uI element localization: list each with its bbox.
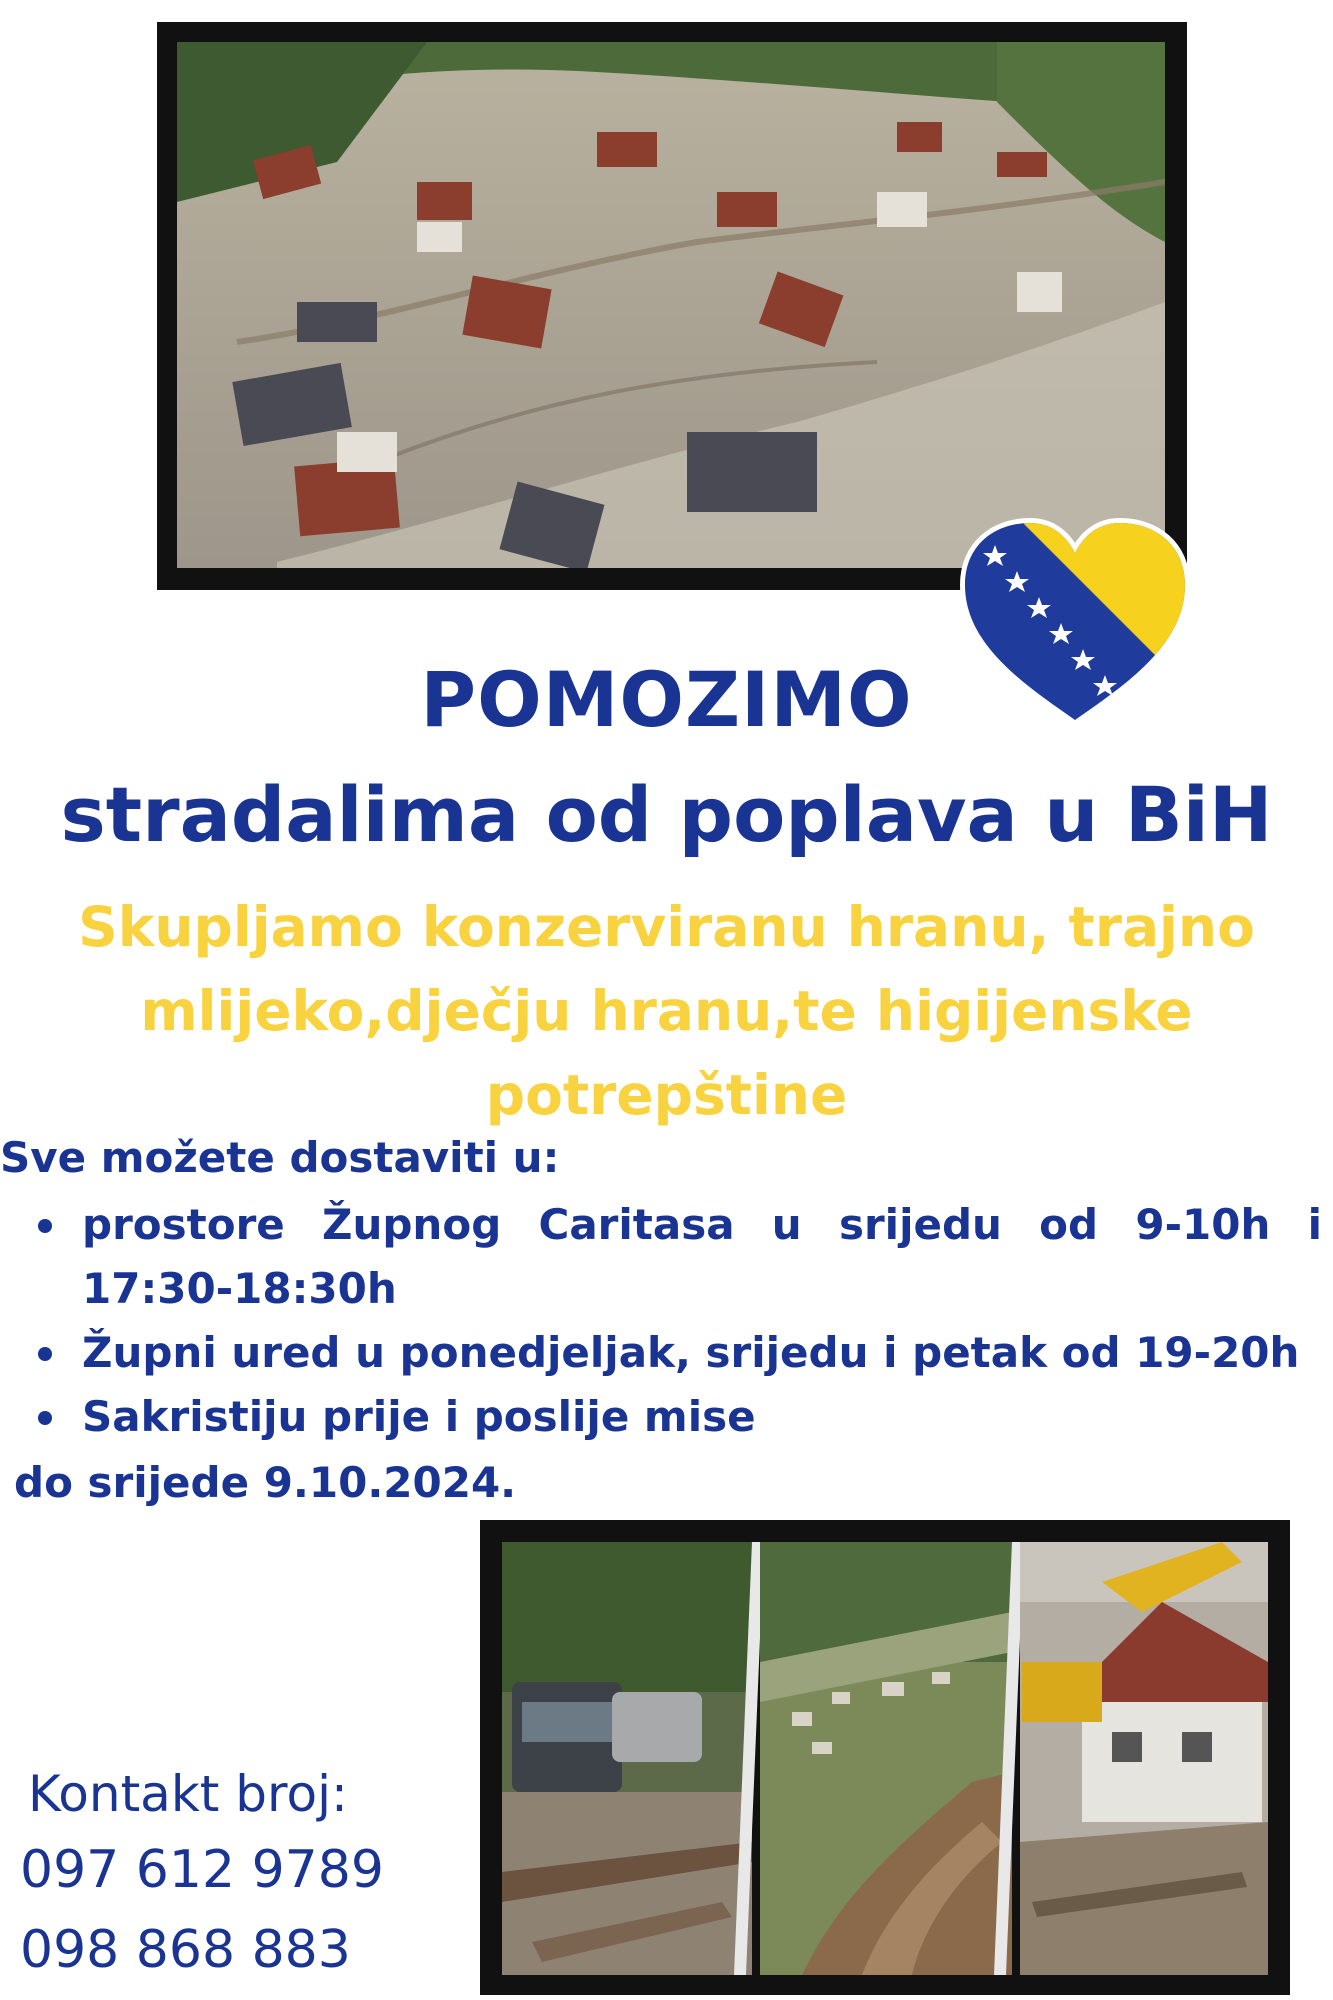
location-text: Župni ured u ponedjeljak, srijedu i petak od 19-20h <box>82 1328 1300 1377</box>
flood-aerial-photo <box>157 22 1187 590</box>
phone-number-1[interactable]: 097 612 9789 <box>20 1840 384 1900</box>
flood-aerial-illustration <box>177 42 1165 568</box>
collection-subtitle: Skupljamo konzerviranu hranu, trajno mlijeko,dječju hranu,te higijenske potrepštine <box>78 895 1255 1127</box>
delivery-locations-list <box>30 1193 1330 1449</box>
bullet-icon <box>38 1411 52 1425</box>
list-item <box>30 1321 1330 1385</box>
deadline-text: do srijede 9.10.2024. <box>14 1458 517 1507</box>
location-text: Sakristiju prije i poslije mise <box>82 1392 756 1441</box>
bullet-icon <box>38 1347 52 1361</box>
list-item <box>30 1193 1322 1321</box>
delivery-heading: Sve možete dostaviti u: <box>0 1133 560 1182</box>
location-text: prostore Župnog Caritasa u srijedu od 9-10h i 17:30-18:30h <box>82 1200 1322 1313</box>
title-line-1: POMOZIMO <box>420 655 913 744</box>
flood-collage-illustration <box>502 1542 1268 1975</box>
phone-number-2[interactable]: 098 868 883 <box>20 1920 351 1980</box>
contact-label: Kontakt broj: <box>28 1765 348 1823</box>
title-line-2: stradalima od poplava u BiH <box>60 770 1273 859</box>
flood-damage-collage <box>480 1520 1290 1995</box>
list-item <box>30 1385 1330 1449</box>
bullet-icon <box>38 1219 52 1233</box>
